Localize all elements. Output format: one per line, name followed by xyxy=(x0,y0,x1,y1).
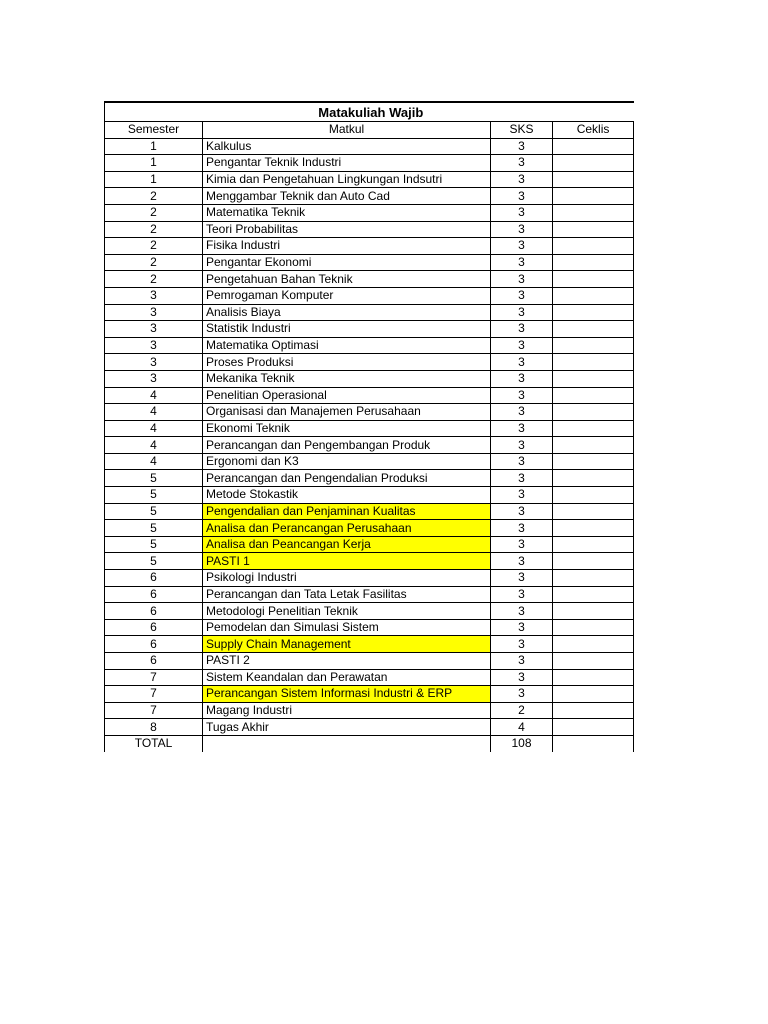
sks-cell: 3 xyxy=(491,686,553,703)
course-name-cell: Analisa dan Perancangan Perusahaan xyxy=(203,520,491,537)
course-name-cell: Proses Produksi xyxy=(203,354,491,371)
semester-cell: 4 xyxy=(105,404,203,421)
course-name-cell: Kimia dan Pengetahuan Lingkungan Indsutri xyxy=(203,171,491,188)
course-name-cell: Pengantar Teknik Industri xyxy=(203,155,491,172)
semester-cell: 5 xyxy=(105,487,203,504)
semester-cell: 3 xyxy=(105,337,203,354)
sks-cell: 3 xyxy=(491,337,553,354)
sks-cell: 3 xyxy=(491,254,553,271)
ceklis-cell[interactable] xyxy=(553,287,634,304)
table-row xyxy=(105,470,634,487)
header-sks: SKS xyxy=(491,122,553,139)
course-name-cell: Ekonomi Teknik xyxy=(203,420,491,437)
course-name-cell: Pemodelan dan Simulasi Sistem xyxy=(203,619,491,636)
semester-cell: 6 xyxy=(105,619,203,636)
ceklis-cell[interactable] xyxy=(553,603,634,620)
sks-cell: 3 xyxy=(491,503,553,520)
course-name-cell: Perancangan Sistem Informasi Industri & ERP xyxy=(203,686,491,703)
ceklis-cell[interactable] xyxy=(553,553,634,570)
table-row xyxy=(105,254,634,271)
semester-cell: 5 xyxy=(105,503,203,520)
sks-cell: 3 xyxy=(491,470,553,487)
sks-cell: 3 xyxy=(491,370,553,387)
ceklis-cell[interactable] xyxy=(553,686,634,703)
sks-cell: 3 xyxy=(491,138,553,155)
semester-cell: 3 xyxy=(105,287,203,304)
semester-cell: 3 xyxy=(105,321,203,338)
ceklis-cell[interactable] xyxy=(553,370,634,387)
ceklis-cell[interactable] xyxy=(553,337,634,354)
ceklis-cell[interactable] xyxy=(553,487,634,504)
ceklis-cell[interactable] xyxy=(553,669,634,686)
course-name-cell: Pemrogaman Komputer xyxy=(203,287,491,304)
semester-cell: 6 xyxy=(105,586,203,603)
total-empty-cell xyxy=(203,735,491,752)
semester-cell: 6 xyxy=(105,570,203,587)
table-row xyxy=(105,437,634,454)
course-table-body xyxy=(105,102,634,752)
semester-cell: 4 xyxy=(105,420,203,437)
header-ceklis: Ceklis xyxy=(553,122,634,139)
course-name-cell: Metode Stokastik xyxy=(203,487,491,504)
course-name-cell: Analisa dan Peancangan Kerja xyxy=(203,536,491,553)
table-row xyxy=(105,553,634,570)
course-name-cell: Pengendalian dan Penjaminan Kualitas xyxy=(203,503,491,520)
table-row xyxy=(105,155,634,172)
table-row xyxy=(105,404,634,421)
ceklis-cell[interactable] xyxy=(553,155,634,172)
sks-cell: 3 xyxy=(491,553,553,570)
sks-cell: 2 xyxy=(491,702,553,719)
ceklis-cell[interactable] xyxy=(553,470,634,487)
table-row xyxy=(105,321,634,338)
total-label: TOTAL xyxy=(105,735,203,752)
table-row xyxy=(105,686,634,703)
sks-cell: 3 xyxy=(491,669,553,686)
title-row xyxy=(105,102,634,122)
course-name-cell: Ergonomi dan K3 xyxy=(203,453,491,470)
semester-cell: 5 xyxy=(105,470,203,487)
total-sks: 108 xyxy=(491,735,553,752)
semester-cell: 2 xyxy=(105,254,203,271)
semester-cell: 7 xyxy=(105,669,203,686)
semester-cell: 5 xyxy=(105,520,203,537)
course-name-cell: Menggambar Teknik dan Auto Cad xyxy=(203,188,491,205)
sks-cell: 3 xyxy=(491,271,553,288)
table-row xyxy=(105,619,634,636)
total-ceklis-cell xyxy=(553,735,634,752)
ceklis-cell[interactable] xyxy=(553,254,634,271)
sks-cell: 3 xyxy=(491,171,553,188)
semester-cell: 1 xyxy=(105,138,203,155)
course-name-cell: PASTI 1 xyxy=(203,553,491,570)
course-name-cell: Analisis Biaya xyxy=(203,304,491,321)
table-row xyxy=(105,653,634,670)
semester-cell: 1 xyxy=(105,171,203,188)
ceklis-cell[interactable] xyxy=(553,304,634,321)
ceklis-cell[interactable] xyxy=(553,354,634,371)
semester-cell: 8 xyxy=(105,719,203,736)
sks-cell: 3 xyxy=(491,653,553,670)
semester-cell: 7 xyxy=(105,702,203,719)
ceklis-cell[interactable] xyxy=(553,520,634,537)
course-name-cell: Pengantar Ekonomi xyxy=(203,254,491,271)
table-row xyxy=(105,370,634,387)
course-name-cell: Teori Probabilitas xyxy=(203,221,491,238)
semester-cell: 3 xyxy=(105,354,203,371)
course-name-cell: Psikologi Industri xyxy=(203,570,491,587)
course-name-cell: PASTI 2 xyxy=(203,653,491,670)
sks-cell: 3 xyxy=(491,520,553,537)
table-row xyxy=(105,238,634,255)
sks-cell: 3 xyxy=(491,570,553,587)
semester-cell: 6 xyxy=(105,636,203,653)
course-name-cell: Kalkulus xyxy=(203,138,491,155)
ceklis-cell[interactable] xyxy=(553,271,634,288)
semester-cell: 2 xyxy=(105,188,203,205)
course-name-cell: Magang Industri xyxy=(203,702,491,719)
table-row xyxy=(105,570,634,587)
table-row xyxy=(105,221,634,238)
semester-cell: 3 xyxy=(105,370,203,387)
table-row xyxy=(105,354,634,371)
table-row xyxy=(105,287,634,304)
ceklis-cell[interactable] xyxy=(553,437,634,454)
semester-cell: 5 xyxy=(105,536,203,553)
table-row xyxy=(105,669,634,686)
semester-cell: 4 xyxy=(105,387,203,404)
course-name-cell: Matematika Teknik xyxy=(203,204,491,221)
sks-cell: 3 xyxy=(491,221,553,238)
sks-cell: 3 xyxy=(491,487,553,504)
sks-cell: 4 xyxy=(491,719,553,736)
table-row xyxy=(105,420,634,437)
sks-cell: 3 xyxy=(491,387,553,404)
ceklis-cell[interactable] xyxy=(553,238,634,255)
sks-cell: 3 xyxy=(491,586,553,603)
sks-cell: 3 xyxy=(491,287,553,304)
table-row xyxy=(105,188,634,205)
sks-cell: 3 xyxy=(491,354,553,371)
table-row xyxy=(105,304,634,321)
ceklis-cell[interactable] xyxy=(553,453,634,470)
course-name-cell: Penelitian Operasional xyxy=(203,387,491,404)
sks-cell: 3 xyxy=(491,155,553,172)
sks-cell: 3 xyxy=(491,619,553,636)
sks-cell: 3 xyxy=(491,420,553,437)
ceklis-cell[interactable] xyxy=(553,138,634,155)
sks-cell: 3 xyxy=(491,536,553,553)
table-row xyxy=(105,503,634,520)
table-row xyxy=(105,204,634,221)
course-name-cell: Statistik Industri xyxy=(203,321,491,338)
table-row xyxy=(105,603,634,620)
course-name-cell: Fisika Industri xyxy=(203,238,491,255)
sks-cell: 3 xyxy=(491,204,553,221)
ceklis-cell[interactable] xyxy=(553,503,634,520)
course-name-cell: Perancangan dan Pengendalian Produksi xyxy=(203,470,491,487)
course-name-cell: Organisasi dan Manajemen Perusahaan xyxy=(203,404,491,421)
sks-cell: 3 xyxy=(491,603,553,620)
table-row xyxy=(105,536,634,553)
ceklis-cell[interactable] xyxy=(553,702,634,719)
ceklis-cell[interactable] xyxy=(553,221,634,238)
table-row xyxy=(105,636,634,653)
header-semester: Semester xyxy=(105,122,203,139)
course-name-cell: Sistem Keandalan dan Perawatan xyxy=(203,669,491,686)
ceklis-cell[interactable] xyxy=(553,586,634,603)
sks-cell: 3 xyxy=(491,404,553,421)
semester-cell: 4 xyxy=(105,453,203,470)
semester-cell: 1 xyxy=(105,155,203,172)
semester-cell: 3 xyxy=(105,304,203,321)
semester-cell: 2 xyxy=(105,238,203,255)
ceklis-cell[interactable] xyxy=(553,171,634,188)
total-row xyxy=(105,735,634,752)
semester-cell: 2 xyxy=(105,221,203,238)
sks-cell: 3 xyxy=(491,321,553,338)
ceklis-cell[interactable] xyxy=(553,420,634,437)
table-title: Matakuliah Wajib xyxy=(105,102,634,122)
table-row xyxy=(105,487,634,504)
ceklis-cell[interactable] xyxy=(553,636,634,653)
semester-cell: 4 xyxy=(105,437,203,454)
course-name-cell: Tugas Akhir xyxy=(203,719,491,736)
sks-cell: 3 xyxy=(491,437,553,454)
table-row xyxy=(105,453,634,470)
course-name-cell: Pengetahuan Bahan Teknik xyxy=(203,271,491,288)
course-table xyxy=(104,101,634,752)
course-name-cell: Metodologi Penelitian Teknik xyxy=(203,603,491,620)
course-name-cell: Supply Chain Management xyxy=(203,636,491,653)
course-name-cell: Mekanika Teknik xyxy=(203,370,491,387)
sks-cell: 3 xyxy=(491,453,553,470)
table-row xyxy=(105,138,634,155)
sks-cell: 3 xyxy=(491,636,553,653)
ceklis-cell[interactable] xyxy=(553,536,634,553)
semester-cell: 6 xyxy=(105,653,203,670)
ceklis-cell[interactable] xyxy=(553,404,634,421)
ceklis-cell[interactable] xyxy=(553,619,634,636)
ceklis-cell[interactable] xyxy=(553,570,634,587)
table-row xyxy=(105,271,634,288)
sks-cell: 3 xyxy=(491,304,553,321)
course-name-cell: Matematika Optimasi xyxy=(203,337,491,354)
header-row xyxy=(105,122,634,139)
ceklis-cell[interactable] xyxy=(553,719,634,736)
semester-cell: 7 xyxy=(105,686,203,703)
semester-cell: 2 xyxy=(105,204,203,221)
ceklis-cell[interactable] xyxy=(553,204,634,221)
table-row xyxy=(105,586,634,603)
semester-cell: 6 xyxy=(105,603,203,620)
table-row xyxy=(105,520,634,537)
course-name-cell: Perancangan dan Tata Letak Fasilitas xyxy=(203,586,491,603)
ceklis-cell[interactable] xyxy=(553,321,634,338)
ceklis-cell[interactable] xyxy=(553,653,634,670)
semester-cell: 2 xyxy=(105,271,203,288)
table-row xyxy=(105,719,634,736)
ceklis-cell[interactable] xyxy=(553,387,634,404)
table-row xyxy=(105,337,634,354)
header-matkul: Matkul xyxy=(203,122,491,139)
ceklis-cell[interactable] xyxy=(553,188,634,205)
course-name-cell: Perancangan dan Pengembangan Produk xyxy=(203,437,491,454)
table-row xyxy=(105,702,634,719)
semester-cell: 5 xyxy=(105,553,203,570)
sks-cell: 3 xyxy=(491,188,553,205)
sks-cell: 3 xyxy=(491,238,553,255)
table-row xyxy=(105,171,634,188)
table-row xyxy=(105,387,634,404)
